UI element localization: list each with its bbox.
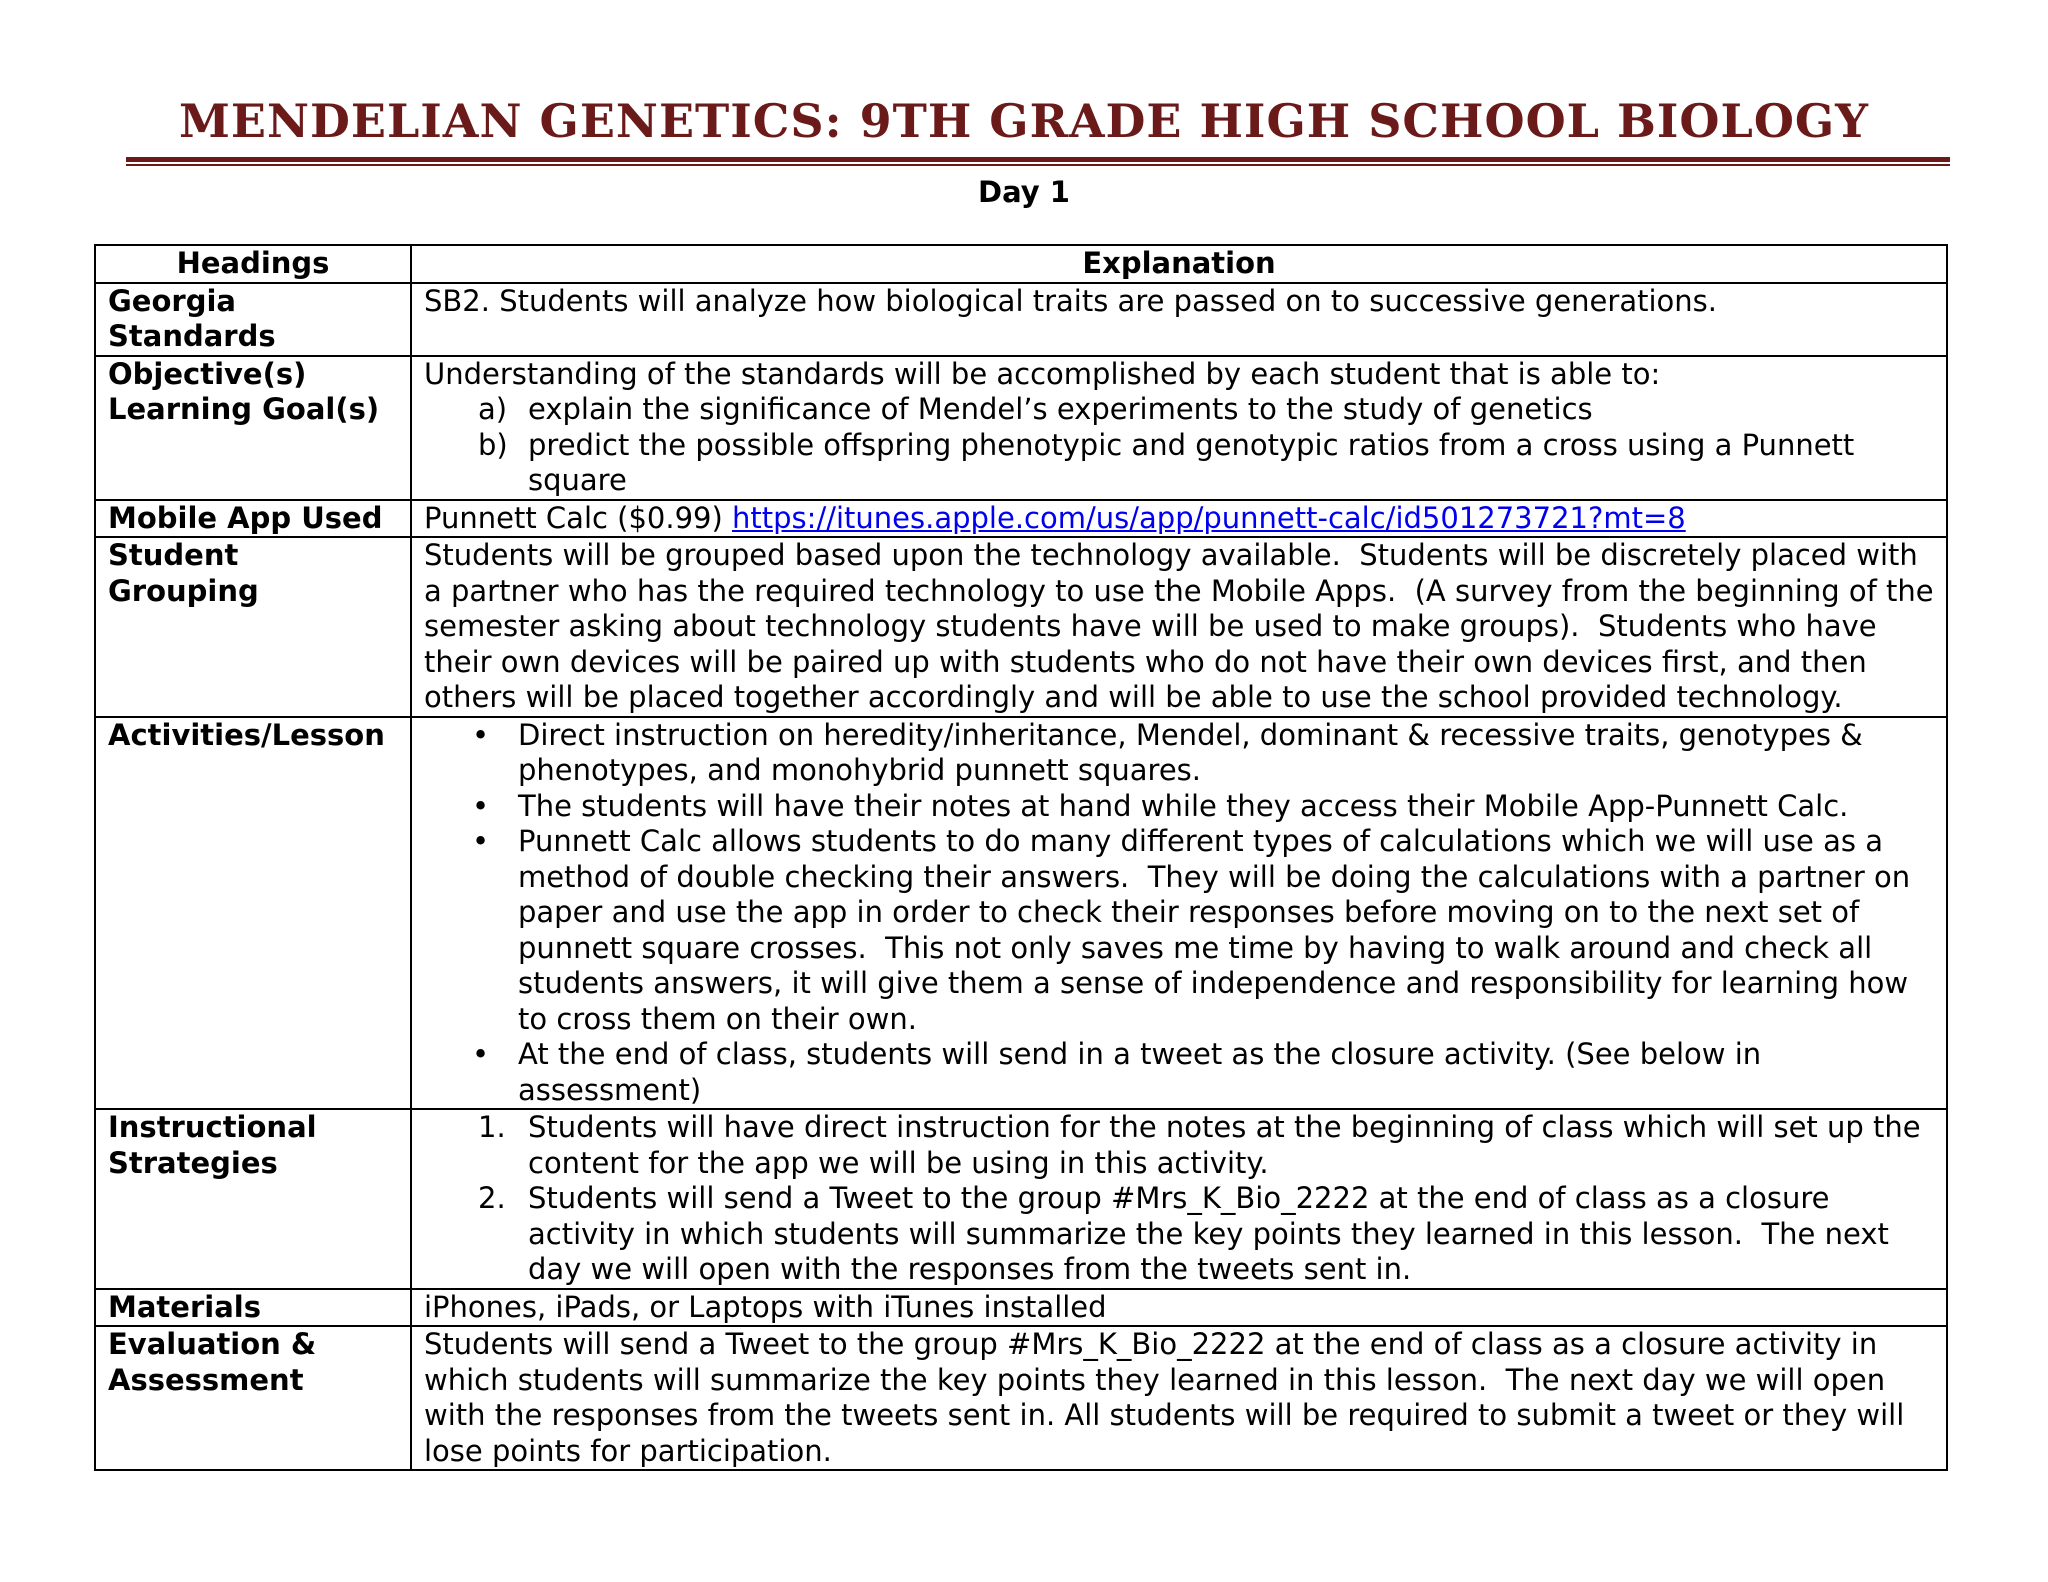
grouping-row — [95, 537, 1947, 717]
activities-row — [95, 717, 1947, 1110]
list-item — [424, 1110, 1934, 1181]
materials-heading: Materials — [95, 1289, 411, 1327]
list-item — [424, 1037, 1934, 1108]
standards-text: SB2. Students will analyze how biological traits are passed on to successive generations. — [411, 283, 1947, 356]
title-rule-thin — [126, 164, 1950, 166]
mobile-app-row — [95, 500, 1947, 538]
day-label: Day 1 — [978, 175, 1070, 209]
activities-list — [424, 718, 1934, 1109]
evaluation-text: Students will send a Tweet to the group #Mrs_K_Bio_2222 at the end of class as a closure activity in which students will summarize the key points they learned in this lesson. The next day we will open with the responses from the tweets sent in. All students will be required to submit a tweet or they will lose points for participation. — [411, 1326, 1947, 1470]
strategies-heading-line2: Strategies — [108, 1145, 278, 1180]
objectives-heading-line2: Learning Goal(s) — [108, 392, 380, 426]
strategies-content — [411, 1109, 1947, 1289]
strategies-row — [95, 1109, 1947, 1289]
list-marker: b) — [478, 427, 508, 462]
materials-row — [95, 1289, 1947, 1327]
bullet-icon: • — [472, 717, 490, 752]
lesson-plan-table — [94, 244, 1948, 1471]
mobile-app-text: Punnett Calc ($0.99) — [424, 500, 733, 535]
objectives-list — [424, 392, 1934, 499]
activities-content — [411, 717, 1947, 1110]
bullet-icon: • — [472, 824, 490, 858]
strategies-heading — [95, 1109, 411, 1289]
objectives-row — [95, 356, 1947, 500]
objectives-content — [411, 356, 1947, 500]
bullet-icon: • — [472, 788, 490, 823]
strategies-heading-line1: Instructional — [108, 1110, 317, 1144]
objectives-heading — [95, 356, 411, 500]
standards-heading: Georgia Standards — [95, 283, 411, 356]
list-marker: 2. — [478, 1181, 506, 1215]
mobile-app-heading: Mobile App Used — [95, 500, 411, 538]
evaluation-heading — [95, 1326, 411, 1470]
objectives-heading-line1: Objective(s) — [108, 356, 307, 391]
list-item-text: At the end of class, students will send in a tweet as the closure activity. (See below in assessment) — [518, 1037, 1762, 1107]
list-item-text: predict the possible offspring phenotypic and genotypic ratios from a cross using a Punnett square — [528, 427, 1855, 497]
list-item-text: explain the significance of Mendel’s experiments to the study of genetics — [528, 392, 1593, 426]
objectives-intro: Understanding of the standards will be accomplished by each student that is able to: — [424, 356, 1661, 391]
list-item — [424, 428, 1934, 499]
evaluation-row — [95, 1326, 1947, 1470]
explanation-column-header: Explanation — [411, 245, 1947, 283]
list-item — [424, 718, 1934, 789]
evaluation-heading-line1: Evaluation & — [108, 1327, 317, 1361]
strategies-list — [424, 1110, 1934, 1288]
document-title: MENDELIAN GENETICS: 9TH GRADE HIGH SCHOOL BIOLOGY — [178, 94, 1870, 148]
table-header-row — [95, 245, 1947, 283]
list-item — [424, 789, 1934, 825]
list-item-text: Students will have direct instruction for the notes at the beginning of class which will set up the content for the app we will be using in this activity. — [528, 1110, 1921, 1180]
list-marker: a) — [478, 392, 508, 426]
grouping-text: Students will be grouped based upon the technology available. Students will be discretely placed with a partner who has the required technology to use the Mobile Apps. (A survey from the beginning of the semester asking about technology students have will be used to make groups). Students who have their own devices will be paired up with students who do not have their own devices first, and then others will be placed together accordingly and will be able to use the school provided technology. — [411, 537, 1947, 717]
evaluation-heading-line2: Assessment — [108, 1362, 304, 1397]
list-item — [424, 824, 1934, 1037]
grouping-heading: Student Grouping — [95, 537, 411, 717]
title-rule-thick — [126, 157, 1950, 162]
list-item-text: Punnett Calc allows students to do many different types of calculations which we will use as a method of double checking their answers. They will be doing the calculations with a partner on paper and use the app in order to check their responses before moving on to the next set of punnett square crosses. This not only saves me time by having to walk around and check all students answers, it will give them a sense of independence and responsibility for learning how to cross them on their own. — [518, 824, 1920, 1036]
activities-heading: Activities/Lesson — [95, 717, 411, 1110]
materials-text: iPhones, iPads, or Laptops with iTunes installed — [411, 1289, 1947, 1327]
list-marker: 1. — [478, 1110, 506, 1144]
standards-row — [95, 283, 1947, 356]
list-item — [424, 1181, 1934, 1288]
bullet-icon: • — [472, 1037, 490, 1071]
headings-column-header: Headings — [95, 245, 411, 283]
list-item-text: The students will have their notes at hand while they access their Mobile App-Punnett Calc. — [518, 788, 1849, 823]
mobile-app-content — [411, 500, 1947, 538]
list-item — [424, 392, 1934, 428]
list-item-text: Students will send a Tweet to the group #Mrs_K_Bio_2222 at the end of class as a closure activity in which students will summarize the key points they learned in this lesson. The next day we will open with the responses from the tweets sent in. — [528, 1181, 1899, 1286]
list-item-text: Direct instruction on heredity/inheritance, Mendel, dominant & recessive traits, genotypes & phenotypes, and monohybrid punnett squares. — [518, 717, 1863, 787]
app-store-link[interactable]: https://itunes.apple.com/us/app/punnett-calc/id501273721?mt=8 — [732, 500, 1686, 535]
